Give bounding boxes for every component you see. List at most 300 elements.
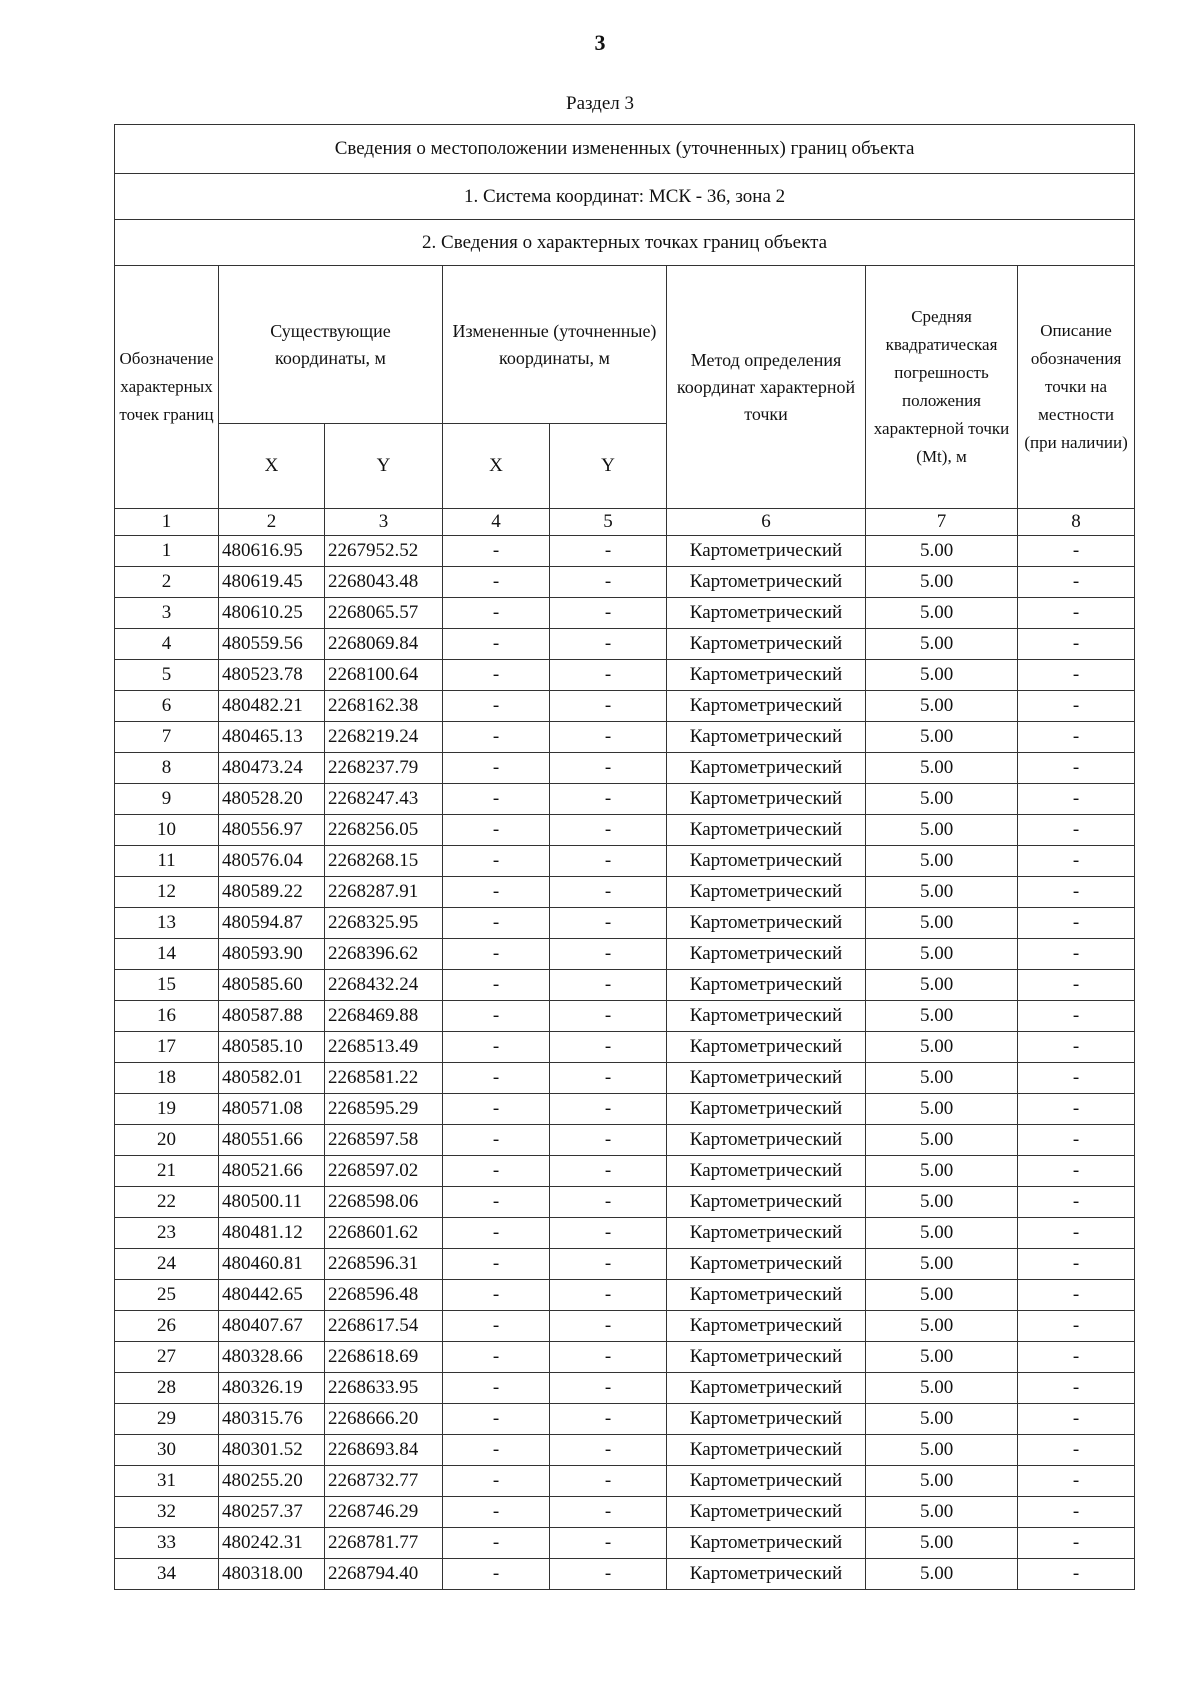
- cell-mean-square-error: 5.00: [866, 753, 1018, 784]
- column-number: 4: [443, 509, 550, 536]
- cell-changed-y: -: [550, 1373, 667, 1404]
- cell-point-number: 16: [115, 1001, 219, 1032]
- cell-existing-y: 2268633.95: [325, 1373, 443, 1404]
- cell-existing-y: 2268432.24: [325, 970, 443, 1001]
- boundary-points-table: [114, 124, 1135, 1590]
- cell-point-number: 27: [115, 1342, 219, 1373]
- cell-point-description: -: [1018, 536, 1135, 567]
- cell-changed-x: -: [443, 660, 550, 691]
- cell-mean-square-error: 5.00: [866, 1187, 1018, 1218]
- cell-mean-square-error: 5.00: [866, 877, 1018, 908]
- cell-point-description: -: [1018, 1280, 1135, 1311]
- cell-changed-y: -: [550, 1187, 667, 1218]
- cell-existing-x: 480576.04: [219, 846, 325, 877]
- cell-existing-y: 2268617.54: [325, 1311, 443, 1342]
- table-row: [115, 660, 1135, 691]
- cell-changed-x: -: [443, 970, 550, 1001]
- cell-point-number: 10: [115, 815, 219, 846]
- cell-point-description: -: [1018, 1032, 1135, 1063]
- cell-changed-x: -: [443, 722, 550, 753]
- cell-point-number: 32: [115, 1497, 219, 1528]
- cell-method: Картометрический: [667, 722, 866, 753]
- cell-existing-y: 2268693.84: [325, 1435, 443, 1466]
- cell-existing-x: 480482.21: [219, 691, 325, 722]
- cell-method: Картометрический: [667, 846, 866, 877]
- cell-existing-x: 480481.12: [219, 1218, 325, 1249]
- cell-changed-x: -: [443, 1001, 550, 1032]
- cell-changed-x: -: [443, 908, 550, 939]
- cell-existing-x: 480556.97: [219, 815, 325, 846]
- cell-existing-x: 480610.25: [219, 598, 325, 629]
- cell-point-description: -: [1018, 1435, 1135, 1466]
- table-row: [115, 691, 1135, 722]
- cell-changed-x: -: [443, 598, 550, 629]
- cell-existing-y: 2268469.88: [325, 1001, 443, 1032]
- cell-changed-x: -: [443, 939, 550, 970]
- table-row: [115, 536, 1135, 567]
- cell-method: Картометрический: [667, 1063, 866, 1094]
- cell-mean-square-error: 5.00: [866, 908, 1018, 939]
- header-changed-y: Y: [550, 424, 667, 509]
- cell-mean-square-error: 5.00: [866, 970, 1018, 1001]
- cell-existing-y: 2268597.58: [325, 1125, 443, 1156]
- cell-mean-square-error: 5.00: [866, 598, 1018, 629]
- cell-method: Картометрический: [667, 1032, 866, 1063]
- cell-changed-y: -: [550, 970, 667, 1001]
- table-row: [115, 1435, 1135, 1466]
- cell-mean-square-error: 5.00: [866, 1218, 1018, 1249]
- header-changed-x: X: [443, 424, 550, 509]
- cell-existing-x: 480500.11: [219, 1187, 325, 1218]
- cell-point-description: -: [1018, 1342, 1135, 1373]
- cell-mean-square-error: 5.00: [866, 722, 1018, 753]
- cell-mean-square-error: 5.00: [866, 939, 1018, 970]
- cell-point-number: 18: [115, 1063, 219, 1094]
- cell-changed-x: -: [443, 1125, 550, 1156]
- cell-method: Картометрический: [667, 1249, 866, 1280]
- cell-point-description: -: [1018, 722, 1135, 753]
- table-row: [115, 815, 1135, 846]
- cell-method: Картометрический: [667, 1559, 866, 1590]
- cell-changed-x: -: [443, 877, 550, 908]
- cell-method: Картометрический: [667, 1125, 866, 1156]
- cell-existing-y: 2268596.48: [325, 1280, 443, 1311]
- cell-point-number: 12: [115, 877, 219, 908]
- cell-point-number: 14: [115, 939, 219, 970]
- table-row: [115, 846, 1135, 877]
- cell-existing-y: 2268618.69: [325, 1342, 443, 1373]
- cell-method: Картометрический: [667, 691, 866, 722]
- cell-point-number: 17: [115, 1032, 219, 1063]
- cell-changed-y: -: [550, 1559, 667, 1590]
- cell-mean-square-error: 5.00: [866, 567, 1018, 598]
- cell-changed-y: -: [550, 1497, 667, 1528]
- cell-method: Картометрический: [667, 1528, 866, 1559]
- cell-existing-y: 2268287.91: [325, 877, 443, 908]
- cell-point-number: 20: [115, 1125, 219, 1156]
- table-row: [115, 1156, 1135, 1187]
- cell-existing-x: 480559.56: [219, 629, 325, 660]
- column-number: 7: [866, 509, 1018, 536]
- table-row: [115, 1528, 1135, 1559]
- cell-point-number: 31: [115, 1466, 219, 1497]
- column-number-row: [115, 509, 1135, 536]
- cell-point-description: -: [1018, 660, 1135, 691]
- column-number: 3: [325, 509, 443, 536]
- cell-changed-x: -: [443, 1466, 550, 1497]
- cell-existing-y: 2268581.22: [325, 1063, 443, 1094]
- coordinate-system: 1. Система координат: МСК - 36, зона 2: [115, 174, 1135, 220]
- cell-point-description: -: [1018, 598, 1135, 629]
- cell-method: Картометрический: [667, 598, 866, 629]
- cell-changed-y: -: [550, 753, 667, 784]
- cell-existing-y: 2268396.62: [325, 939, 443, 970]
- section-title: Раздел 3: [566, 93, 634, 114]
- table-row: [115, 722, 1135, 753]
- cell-mean-square-error: 5.00: [866, 1559, 1018, 1590]
- cell-mean-square-error: 5.00: [866, 1497, 1018, 1528]
- cell-changed-x: -: [443, 1559, 550, 1590]
- cell-changed-y: -: [550, 1435, 667, 1466]
- cell-mean-square-error: 5.00: [866, 1280, 1018, 1311]
- cell-existing-x: 480619.45: [219, 567, 325, 598]
- cell-point-number: 28: [115, 1373, 219, 1404]
- cell-changed-y: -: [550, 908, 667, 939]
- cell-changed-x: -: [443, 1342, 550, 1373]
- table-row: [115, 1311, 1135, 1342]
- cell-changed-x: -: [443, 1311, 550, 1342]
- cell-method: Картометрический: [667, 1497, 866, 1528]
- cell-existing-x: 480465.13: [219, 722, 325, 753]
- cell-point-number: 8: [115, 753, 219, 784]
- cell-mean-square-error: 5.00: [866, 691, 1018, 722]
- cell-point-number: 6: [115, 691, 219, 722]
- table-row: [115, 877, 1135, 908]
- cell-existing-y: 2268219.24: [325, 722, 443, 753]
- cell-changed-x: -: [443, 1528, 550, 1559]
- cell-changed-x: -: [443, 691, 550, 722]
- page-number: 3: [594, 30, 606, 55]
- cell-mean-square-error: 5.00: [866, 660, 1018, 691]
- cell-mean-square-error: 5.00: [866, 846, 1018, 877]
- cell-point-description: -: [1018, 1156, 1135, 1187]
- cell-mean-square-error: 5.00: [866, 1435, 1018, 1466]
- cell-changed-x: -: [443, 1373, 550, 1404]
- table-row: [115, 1559, 1135, 1590]
- cell-method: Картометрический: [667, 660, 866, 691]
- cell-existing-y: 2268237.79: [325, 753, 443, 784]
- cell-changed-y: -: [550, 939, 667, 970]
- cell-changed-y: -: [550, 660, 667, 691]
- cell-changed-y: -: [550, 846, 667, 877]
- cell-existing-x: 480571.08: [219, 1094, 325, 1125]
- cell-existing-x: 480616.95: [219, 536, 325, 567]
- cell-method: Картометрический: [667, 1218, 866, 1249]
- cell-changed-y: -: [550, 877, 667, 908]
- cell-point-description: -: [1018, 1218, 1135, 1249]
- cell-changed-x: -: [443, 567, 550, 598]
- cell-point-number: 11: [115, 846, 219, 877]
- cell-mean-square-error: 5.00: [866, 1125, 1018, 1156]
- cell-changed-y: -: [550, 629, 667, 660]
- cell-existing-x: 480460.81: [219, 1249, 325, 1280]
- cell-point-description: -: [1018, 1001, 1135, 1032]
- cell-point-description: -: [1018, 753, 1135, 784]
- cell-changed-x: -: [443, 1156, 550, 1187]
- cell-point-number: 23: [115, 1218, 219, 1249]
- cell-changed-y: -: [550, 1001, 667, 1032]
- cell-changed-x: -: [443, 536, 550, 567]
- cell-existing-x: 480585.10: [219, 1032, 325, 1063]
- cell-existing-y: 2268732.77: [325, 1466, 443, 1497]
- cell-existing-y: 2268325.95: [325, 908, 443, 939]
- cell-existing-x: 480301.52: [219, 1435, 325, 1466]
- cell-point-description: -: [1018, 1311, 1135, 1342]
- cell-changed-x: -: [443, 753, 550, 784]
- cell-mean-square-error: 5.00: [866, 1156, 1018, 1187]
- cell-changed-y: -: [550, 1125, 667, 1156]
- cell-existing-x: 480587.88: [219, 1001, 325, 1032]
- cell-changed-y: -: [550, 691, 667, 722]
- table-row: [115, 1125, 1135, 1156]
- cell-point-description: -: [1018, 567, 1135, 598]
- cell-point-number: 4: [115, 629, 219, 660]
- cell-point-description: -: [1018, 939, 1135, 970]
- cell-existing-x: 480242.31: [219, 1528, 325, 1559]
- cell-existing-x: 480551.66: [219, 1125, 325, 1156]
- table-row: [115, 598, 1135, 629]
- cell-point-number: 26: [115, 1311, 219, 1342]
- cell-existing-x: 480594.87: [219, 908, 325, 939]
- cell-existing-y: 2268595.29: [325, 1094, 443, 1125]
- cell-point-number: 13: [115, 908, 219, 939]
- column-number: 5: [550, 509, 667, 536]
- cell-point-number: 34: [115, 1559, 219, 1590]
- cell-existing-x: 480318.00: [219, 1559, 325, 1590]
- column-number: 6: [667, 509, 866, 536]
- column-number: 2: [219, 509, 325, 536]
- cell-changed-x: -: [443, 1094, 550, 1125]
- cell-changed-x: -: [443, 1032, 550, 1063]
- cell-changed-x: -: [443, 784, 550, 815]
- cell-point-number: 9: [115, 784, 219, 815]
- cell-existing-y: 2268601.62: [325, 1218, 443, 1249]
- cell-point-number: 30: [115, 1435, 219, 1466]
- cell-changed-y: -: [550, 536, 667, 567]
- table-row: [115, 1280, 1135, 1311]
- cell-changed-y: -: [550, 1063, 667, 1094]
- cell-existing-x: 480521.66: [219, 1156, 325, 1187]
- cell-existing-y: 2268247.43: [325, 784, 443, 815]
- cell-changed-y: -: [550, 722, 667, 753]
- cell-existing-y: 2268596.31: [325, 1249, 443, 1280]
- cell-point-description: -: [1018, 784, 1135, 815]
- cell-mean-square-error: 5.00: [866, 1249, 1018, 1280]
- cell-mean-square-error: 5.00: [866, 815, 1018, 846]
- cell-point-description: -: [1018, 629, 1135, 660]
- cell-existing-x: 480407.67: [219, 1311, 325, 1342]
- header-method: Метод определения координат характерной точки: [667, 266, 866, 509]
- cell-existing-x: 480523.78: [219, 660, 325, 691]
- cell-point-number: 2: [115, 567, 219, 598]
- cell-point-description: -: [1018, 1187, 1135, 1218]
- cell-existing-x: 480442.65: [219, 1280, 325, 1311]
- table-row: [115, 939, 1135, 970]
- cell-existing-x: 480528.20: [219, 784, 325, 815]
- table-row: [115, 908, 1135, 939]
- cell-changed-y: -: [550, 1404, 667, 1435]
- cell-existing-y: 2268162.38: [325, 691, 443, 722]
- header-mean-square-error: Средняя квадратическая погрешность положения характерной точки (Mt), м: [866, 266, 1018, 509]
- cell-changed-x: -: [443, 1218, 550, 1249]
- cell-point-description: -: [1018, 1125, 1135, 1156]
- cell-point-description: -: [1018, 1063, 1135, 1094]
- cell-point-description: -: [1018, 1249, 1135, 1280]
- cell-changed-y: -: [550, 1218, 667, 1249]
- table-row: [115, 1404, 1135, 1435]
- cell-method: Картометрический: [667, 877, 866, 908]
- table-row: [115, 1373, 1135, 1404]
- cell-mean-square-error: 5.00: [866, 1001, 1018, 1032]
- cell-changed-x: -: [443, 815, 550, 846]
- cell-method: Картометрический: [667, 939, 866, 970]
- cell-existing-y: 2268268.15: [325, 846, 443, 877]
- cell-changed-x: -: [443, 1404, 550, 1435]
- table-row: [115, 1497, 1135, 1528]
- cell-point-description: -: [1018, 1094, 1135, 1125]
- table-row: [115, 1032, 1135, 1063]
- cell-existing-x: 480255.20: [219, 1466, 325, 1497]
- table-row: [115, 1063, 1135, 1094]
- cell-point-description: -: [1018, 1497, 1135, 1528]
- cell-point-number: 25: [115, 1280, 219, 1311]
- cell-changed-y: -: [550, 1466, 667, 1497]
- cell-changed-x: -: [443, 1280, 550, 1311]
- cell-changed-y: -: [550, 1249, 667, 1280]
- cell-point-description: -: [1018, 815, 1135, 846]
- points-heading: 2. Сведения о характерных точках границ объекта: [115, 220, 1135, 266]
- cell-method: Картометрический: [667, 536, 866, 567]
- cell-method: Картометрический: [667, 1435, 866, 1466]
- cell-changed-x: -: [443, 1497, 550, 1528]
- cell-changed-y: -: [550, 1094, 667, 1125]
- cell-method: Картометрический: [667, 1466, 866, 1497]
- cell-method: Картометрический: [667, 1156, 866, 1187]
- table-row: [115, 1187, 1135, 1218]
- header-point-designation: Обозначение характерных точек границ: [115, 266, 219, 509]
- table-row: [115, 970, 1135, 1001]
- cell-mean-square-error: 5.00: [866, 1528, 1018, 1559]
- cell-existing-x: 480326.19: [219, 1373, 325, 1404]
- cell-point-number: 5: [115, 660, 219, 691]
- table-row: [115, 567, 1135, 598]
- cell-changed-y: -: [550, 1342, 667, 1373]
- cell-method: Картометрический: [667, 1187, 866, 1218]
- cell-existing-x: 480315.76: [219, 1404, 325, 1435]
- cell-point-number: 1: [115, 536, 219, 567]
- cell-method: Картометрический: [667, 784, 866, 815]
- cell-point-number: 15: [115, 970, 219, 1001]
- cell-changed-y: -: [550, 1280, 667, 1311]
- cell-changed-y: -: [550, 598, 667, 629]
- cell-method: Картометрический: [667, 1001, 866, 1032]
- cell-existing-y: 2268069.84: [325, 629, 443, 660]
- cell-changed-x: -: [443, 1249, 550, 1280]
- cell-existing-y: 2268598.06: [325, 1187, 443, 1218]
- cell-existing-y: 2268597.02: [325, 1156, 443, 1187]
- cell-point-number: 7: [115, 722, 219, 753]
- table-row: [115, 784, 1135, 815]
- table-row: [115, 1466, 1135, 1497]
- cell-method: Картометрический: [667, 1404, 866, 1435]
- table-row: [115, 753, 1135, 784]
- cell-mean-square-error: 5.00: [866, 1342, 1018, 1373]
- cell-changed-x: -: [443, 1063, 550, 1094]
- table-title: Сведения о местоположении измененных (уточненных) границ объекта: [115, 125, 1135, 174]
- table-row: [115, 1001, 1135, 1032]
- cell-point-description: -: [1018, 908, 1135, 939]
- header-changed-coordinates: Измененные (уточненные) координаты, м: [443, 266, 667, 424]
- cell-changed-y: -: [550, 815, 667, 846]
- cell-point-number: 22: [115, 1187, 219, 1218]
- column-number: 1: [115, 509, 219, 536]
- cell-changed-x: -: [443, 846, 550, 877]
- cell-changed-y: -: [550, 1156, 667, 1187]
- cell-method: Картометрический: [667, 567, 866, 598]
- header-existing-x: X: [219, 424, 325, 509]
- cell-point-description: -: [1018, 846, 1135, 877]
- cell-mean-square-error: 5.00: [866, 1032, 1018, 1063]
- cell-changed-x: -: [443, 1187, 550, 1218]
- cell-existing-x: 480582.01: [219, 1063, 325, 1094]
- header-existing-y: Y: [325, 424, 443, 509]
- cell-point-number: 21: [115, 1156, 219, 1187]
- cell-method: Картометрический: [667, 1342, 866, 1373]
- cell-mean-square-error: 5.00: [866, 1311, 1018, 1342]
- cell-method: Картометрический: [667, 815, 866, 846]
- cell-point-number: 3: [115, 598, 219, 629]
- column-number: 8: [1018, 509, 1135, 536]
- table-row: [115, 1094, 1135, 1125]
- cell-existing-y: 2268781.77: [325, 1528, 443, 1559]
- cell-point-description: -: [1018, 691, 1135, 722]
- cell-point-description: -: [1018, 877, 1135, 908]
- cell-existing-y: 2268666.20: [325, 1404, 443, 1435]
- cell-mean-square-error: 5.00: [866, 1094, 1018, 1125]
- cell-mean-square-error: 5.00: [866, 1063, 1018, 1094]
- cell-method: Картометрический: [667, 1280, 866, 1311]
- cell-mean-square-error: 5.00: [866, 784, 1018, 815]
- cell-mean-square-error: 5.00: [866, 536, 1018, 567]
- cell-mean-square-error: 5.00: [866, 1373, 1018, 1404]
- table-row: [115, 1342, 1135, 1373]
- cell-changed-y: -: [550, 784, 667, 815]
- table-row: [115, 1249, 1135, 1280]
- cell-method: Картометрический: [667, 1311, 866, 1342]
- cell-existing-y: 2268746.29: [325, 1497, 443, 1528]
- cell-existing-y: 2268065.57: [325, 598, 443, 629]
- cell-changed-y: -: [550, 1528, 667, 1559]
- cell-method: Картометрический: [667, 1373, 866, 1404]
- cell-point-number: 29: [115, 1404, 219, 1435]
- cell-existing-x: 480473.24: [219, 753, 325, 784]
- header-existing-coordinates: Существующие координаты, м: [219, 266, 443, 424]
- cell-method: Картометрический: [667, 753, 866, 784]
- cell-existing-x: 480585.60: [219, 970, 325, 1001]
- cell-changed-y: -: [550, 1032, 667, 1063]
- cell-method: Картометрический: [667, 1094, 866, 1125]
- cell-existing-y: 2268256.05: [325, 815, 443, 846]
